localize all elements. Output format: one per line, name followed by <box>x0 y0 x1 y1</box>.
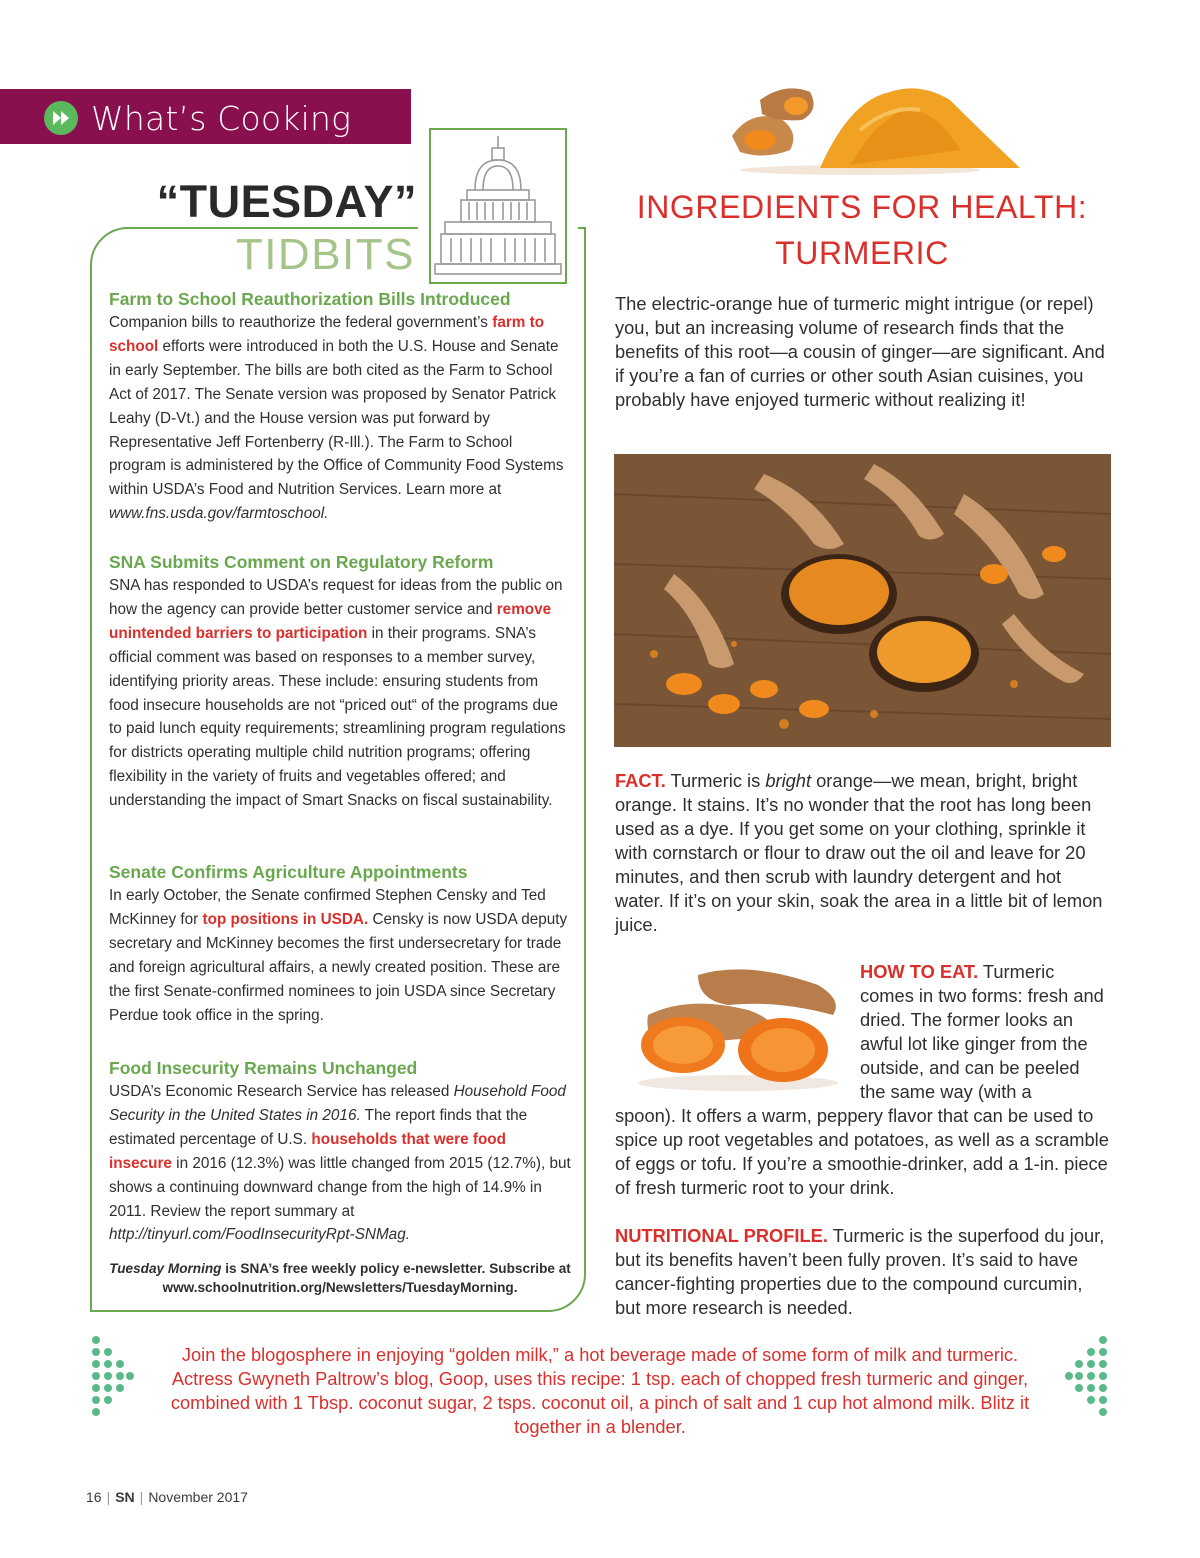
tidbit-heading: Senate Confirms Agriculture Appointments <box>109 862 468 882</box>
report-url: http://tinyurl.com/FoodInsecurityRpt-SNMag. <box>109 1226 410 1244</box>
tidbit-appointments <box>109 860 571 1027</box>
nutritional-profile-paragraph: NUTRITIONAL PROFILE. Turmeric is the superfood du jour, but its benefits haven’t been fully proven. It’s said to have cancer-fighting properties due to the compound curcumin, but more research is needed. <box>615 1225 1105 1318</box>
issue-date: November 2017 <box>148 1489 248 1505</box>
usda-positions-link[interactable]: top positions in USDA. <box>202 910 369 928</box>
page-footer: 16 | SN | November 2017 <box>86 1489 248 1505</box>
tidbit-regulatory-reform <box>109 550 571 813</box>
tidbit-food-insecurity <box>109 1056 571 1247</box>
newsletter-note: Tuesday Morning is SNA’s free weekly policy e-newsletter. Subscribe at www.schoolnutrition.org/Newsletters/TuesdayMorning. <box>109 1261 571 1295</box>
fns-url: www.fns.usda.gov/farmtoschool. <box>109 505 329 523</box>
capitol-icon <box>431 130 565 282</box>
food-insecure-link[interactable]: households that were food insecure <box>109 1130 506 1172</box>
dots-arrow-right-icon <box>1063 1334 1113 1429</box>
page-number: 16 <box>86 1489 102 1505</box>
tidbit-body: USDA’s Economic Research Service has released Household Food Security in the United States in 2016. The report finds that the estimated percentage of U.S. households that were food insecure in 2016 (12.3%) was little changed from 2015 (12.7%), but shows a continuing downward change from the high of 14.9% in 2011. Review the report summary at http://tinyurl.com/FoodInsecurityRpt-SNMag. <box>109 1083 571 1244</box>
tidbit-farm-to-school <box>109 287 571 526</box>
tidbit-body: In early October, the Senate confirmed Stephen Censky and Ted McKinney for top positions in USDA. Censky is now USDA deputy secretary and McKinney becomes the first undersecretary for trade and foreign agricultural affairs, a newly created position. These are the first Senate-confirmed nominees to join USDA since Secretary Perdue took office in the spring. <box>109 887 568 1024</box>
tidbit-heading: Food Insecurity Remains Unchanged <box>109 1058 418 1078</box>
dots-arrow-left-icon <box>86 1334 136 1429</box>
golden-milk-callout: Join the blogosphere in enjoying “golden milk,” a hot beverage made of some form of milk and turmeric. Actress Gwyneth Paltrow’s blog, Goop, uses this recipe: 1 tsp. each of chopped fresh turmeric and ginger, combined with 1 Tbsp. coconut sugar, 2 tsps. coconut oil, a pinch of salt and 1 cup hot almond milk. Blitz it together in a blender. <box>170 1344 1030 1437</box>
how-to-eat-paragraph: HOW TO EAT. Turmeric comes in two forms: fresh and dried. The former looks an awful lot like ginger from the outside, and can be peeled the same way (with a <box>860 961 1104 1102</box>
tidbit-heading: Farm to School Reauthorization Bills Introduced <box>109 289 511 309</box>
farm-to-school-link[interactable]: farm to school <box>109 314 545 355</box>
tidbits-title-line1: “TUESDAY” <box>156 176 417 227</box>
tidbit-body: Companion bills to reauthorize the federal government’s farm to school efforts were introduced in both the U.S. House and Senate in early September. The bills are both cited as the Farm to School Act of 2017. The Senate version was proposed by Senator Patrick Leahy (D-Vt.) and the House version was put forward by Representative Jeff Fortenberry (R-Ill.). The Farm to School program is administered by the Office of Community Food Systems within USDA’s Food and Nutrition Services. Learn more at www.fns.usda.gov/farmtoschool. <box>109 314 564 523</box>
barriers-link[interactable]: remove unintended barriers to participation <box>109 600 552 642</box>
capitol-icon-box <box>429 128 567 284</box>
section-title: What’s Cooking <box>91 99 352 138</box>
article-intro: The electric-orange hue of turmeric might intrigue (or repel) you, but an increasing volume of research finds that the benefits of this root—a cousin of ginger—are significant. And if you’re a fan of curries or other south Asian cuisines, you probably have enjoyed turmeric without realizing it! <box>615 293 1105 410</box>
tidbits-title-line2: TIDBITS <box>235 230 415 279</box>
tidbit-body: SNA has responded to USDA’s request for ideas from the public on how the agency can provide better customer service and remove unintended barriers to participation in their programs. SNA’s official comment was based on responses to a member survey, identifying priority areas. These include: ensuring students from food insecure households are not “priced out“ of the programs due to paid lunch equity requirements; streamlining program regulations for districts operating multiple child nutrition programs; offering flexibility in the variety of fruits and vegetables offered; and understanding the impact of Smart Snacks on fiscal sustainability. <box>109 577 566 810</box>
magazine-name: SN <box>115 1489 135 1505</box>
tidbit-heading: SNA Submits Comment on Regulatory Reform <box>109 552 494 572</box>
how-to-eat-continued: spoon). It offers a warm, peppery flavor that can be used to spice up root vegetables and potatoes, as well as a scramble of eggs or tofu. If you’re a smoothie-drinker, add a 1-in. piece of fresh turmeric root to your drink. <box>615 1105 1109 1198</box>
article-title: INGREDIENTS FOR HEALTH: TURMERIC <box>636 189 1088 271</box>
fact-paragraph: FACT. Turmeric is bright orange—we mean, bright, bright orange. It stains. It’s no wonder that the root has long been used as a dye. If you get some on your clothing, sprinkle it with cornstarch or flour to draw out the oil and leave for 20 minutes, and then scrub with laundry detergent and hot water. If it’s on your skin, soak the area in a little bit of lemon juice. <box>615 770 1103 935</box>
turmeric-powder-image <box>720 70 1120 175</box>
turmeric-root-image <box>628 955 853 1095</box>
turmeric-photo <box>614 454 1111 747</box>
fast-forward-icon <box>44 101 78 135</box>
